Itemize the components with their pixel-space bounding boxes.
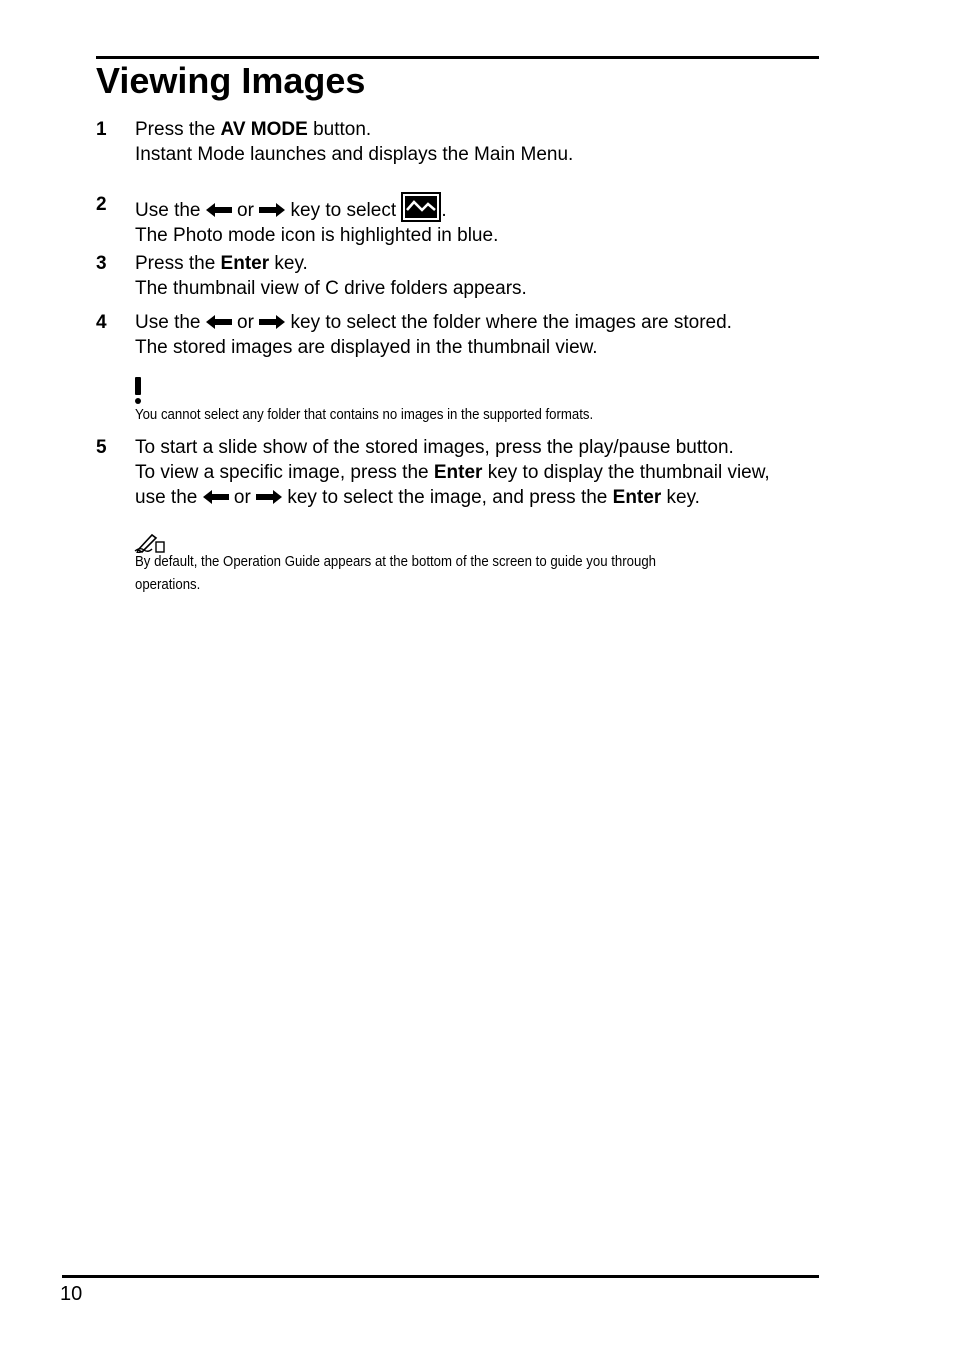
step-1: [96, 117, 826, 167]
text: or: [231, 312, 260, 333]
step-5: [96, 435, 826, 510]
text: key.: [269, 253, 308, 274]
text: Press the: [135, 253, 221, 274]
enter-key-label: Enter: [220, 253, 270, 274]
text: key to select the folder where the images are stored.: [285, 312, 732, 333]
step-instruction: [135, 117, 826, 142]
right-arrow-icon: [259, 203, 285, 217]
step-number: 2: [96, 194, 107, 215]
step-detail: [135, 460, 826, 485]
left-arrow-icon: [206, 315, 232, 329]
left-arrow-icon: [203, 490, 229, 504]
step-detail: [135, 485, 826, 510]
step-4: [96, 310, 826, 360]
step-result: The Photo mode icon is highlighted in blue.: [135, 225, 499, 246]
step-result: The thumbnail view of C drive folders appears.: [135, 278, 527, 299]
step-result: Instant Mode launches and displays the Main Menu.: [135, 144, 574, 165]
step-number: 3: [96, 253, 107, 274]
step-instruction: [135, 192, 826, 223]
step-number: 1: [96, 119, 107, 140]
page-title: Viewing Images: [96, 60, 366, 101]
text: key to select: [285, 200, 402, 221]
enter-key-label: Enter: [612, 487, 662, 508]
text: .: [441, 200, 447, 221]
text: Use the: [135, 312, 206, 333]
text: key to select the image, and press the: [282, 487, 613, 508]
text: or: [231, 200, 260, 221]
left-arrow-icon: [206, 203, 232, 217]
text: Use the: [135, 200, 206, 221]
text: Press the: [135, 119, 221, 140]
hint-text: [135, 550, 821, 596]
step-2: [96, 192, 826, 248]
hint-line: operations.: [135, 576, 201, 593]
enter-key-label: Enter: [433, 462, 483, 483]
step-result: The stored images are displayed in the thumbnail view.: [135, 337, 598, 358]
step-3: [96, 251, 826, 301]
photo-mode-icon: [401, 192, 441, 222]
text: key to display the thumbnail view,: [482, 462, 770, 483]
exclamation-icon: [133, 376, 143, 406]
step-instruction: To start a slide show of the stored images, press the play/pause button.: [135, 437, 734, 458]
text: key.: [661, 487, 700, 508]
text: To view a specific image, press the: [135, 462, 434, 483]
av-mode-label: AV MODE: [220, 119, 308, 140]
right-arrow-icon: [259, 315, 285, 329]
top-rule: [96, 56, 819, 59]
step-instruction: [135, 251, 826, 276]
text: use the: [135, 487, 203, 508]
caution-text: You cannot select any folder that contains no images in the supported formats.: [135, 406, 594, 423]
text: button.: [307, 119, 372, 140]
hint-line: By default, the Operation Guide appears at the bottom of the screen to guide you through: [135, 553, 657, 570]
step-instruction: [135, 310, 826, 335]
bottom-rule: [62, 1275, 819, 1278]
step-number: 5: [96, 437, 107, 458]
step-number: 4: [96, 312, 107, 333]
page-number: 10: [60, 1283, 83, 1305]
text: or: [228, 487, 257, 508]
right-arrow-icon: [256, 490, 282, 504]
